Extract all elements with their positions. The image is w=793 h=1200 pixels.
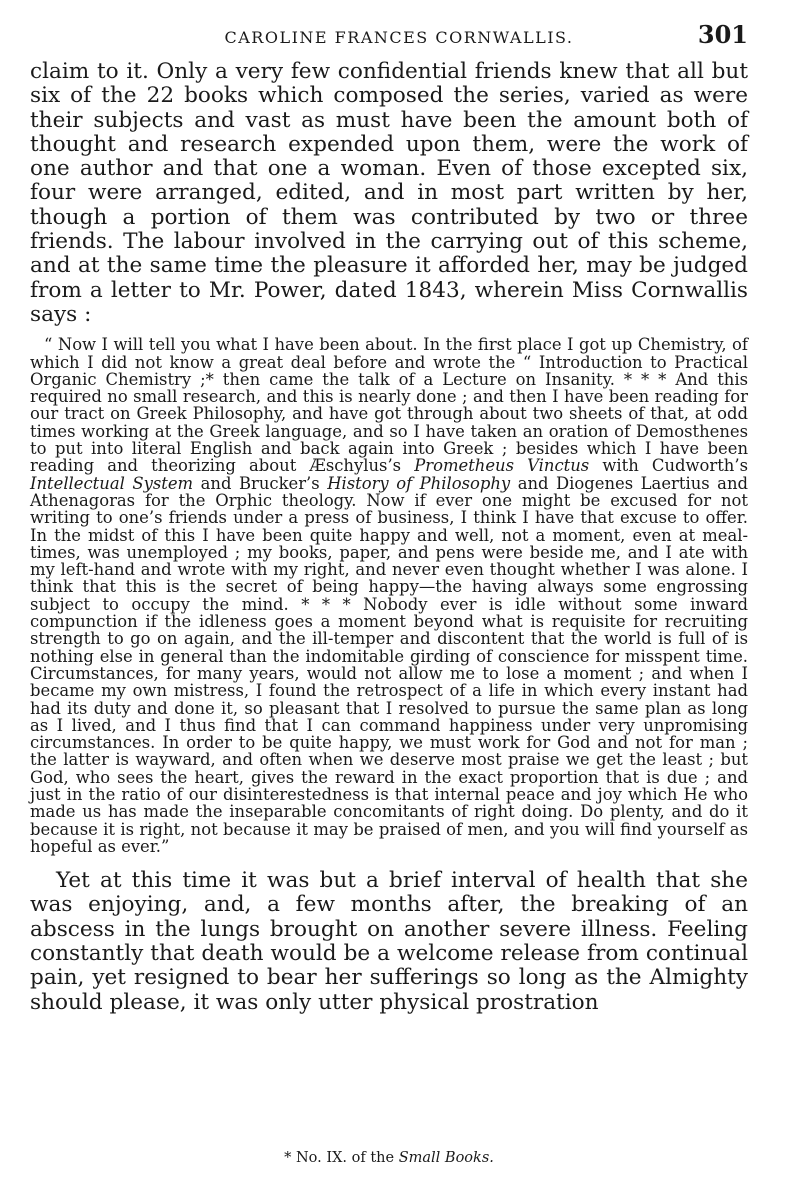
quote-text-1: “ Now I will tell you what I have been about. In the first place I got up Chemistry, of which I did not know a great deal before and wrote the “ Introduction to Practical Organic Chemistry ;* then came the talk of a Lecture on Insanity. * * * And this required no small research, and this is nearly done ; and then I have been reading for our tract on Greek Philosophy, and have got through about two sheets of that, at odd times working at the Greek language, and so I have taken an oration of Demosthenes to put into literal English and back again into Greek ; besides which I have been reading and theorizing about Æschylus’s <box>30 335 748 476</box>
quote-text-4: and Diogenes Laertius and Athenagoras for the Orphic theology. Now if ever one might be excused for not writing to one’s friends under a press of business, I think I have that excuse to offer. In the midst of this I have been quite happy and well, not a moment, even at meal-times, was unemployed ; my books, paper, and pens were beside me, and I ate with my left-hand and wrote with my right, and never even thought whether I was alone. I think that this is the secret of being happy—the having always some engrossing subject to occupy the mind. * * * Nobody ever is idle without some inward compunction if the idleness goes a moment beyond what is requisite for recruiting strength to go on again, and the ill-temper and discontent that the world is full of is nothing else in general than the indomitable girding of conscience for misspent time. Circumstances, for many years, would not allow me to lose a moment ; and when I became my own mistress, I found the retrospect of a life in which every instant had had its duty and done it, so pleasant that I resolved to pursue the same plan as long as I lived, and I thus find that I can command happiness under very unpromising circumstances. In order to be quite happy, we must work for God and not for man ; the latter is wayward, and often when we deserve most praise we get the least ; but God, who sees the heart, gives the reward in the exact proportion that is due ; and just in the ratio of our disinterestedness is that internal peace and joy which He who made us has made the inseparable concomitants of right doing. Do plenty, and do it because it is right, not because it may be praised of men, and you will find yourself as hopeful as ever.” <box>30 473 748 856</box>
quote-title-prometheus: Prometheus Vinctus <box>414 456 590 476</box>
body-paragraph-2: Yet at this time it was but a brief interval of health that she was enjoying, and, a few months after, the breaking of an abscess in the lungs brought on another severe illness. Feeling constantly that death would be a welcome release from continual pain, yet resigned to bear her sufferings so long as the Almighty should please, it was only utter physical prostration <box>30 868 748 1015</box>
running-head <box>30 14 748 54</box>
quote-text-2: with Cudworth’s <box>589 456 748 476</box>
quote-text-3: and Brucker’s <box>193 473 328 493</box>
letter-quotation <box>30 336 748 855</box>
quote-title-history-of-philosophy: History of Philosophy <box>327 473 511 493</box>
footnote-text: * No. IX. of the <box>284 1150 399 1166</box>
running-title: CAROLINE FRANCES CORNWALLIS. <box>224 28 574 47</box>
page-number: 301 <box>697 20 748 49</box>
quote-title-intellectual-system: Intellectual System <box>30 473 194 493</box>
footnote-title: Small Books. <box>398 1150 494 1166</box>
footnote <box>30 1150 748 1166</box>
body-paragraph-1: claim to it. Only a very few confidential friends knew that all but six of the 22 books which composed the series, varied as were their subjects and vast as must have been the amount both of thought and research expended upon them, were the work of one author and that one a woman. Even of those excepted six, four were arranged, edited, and in most part written by her, though a portion of them was contributed by two or three friends. The labour involved in the carrying out of this scheme, and at the same time the pleasure it afforded her, may be judged from a letter to Mr. Power, dated 1843, wherein Miss Cornwallis says : <box>30 59 748 327</box>
book-page <box>30 14 748 1166</box>
